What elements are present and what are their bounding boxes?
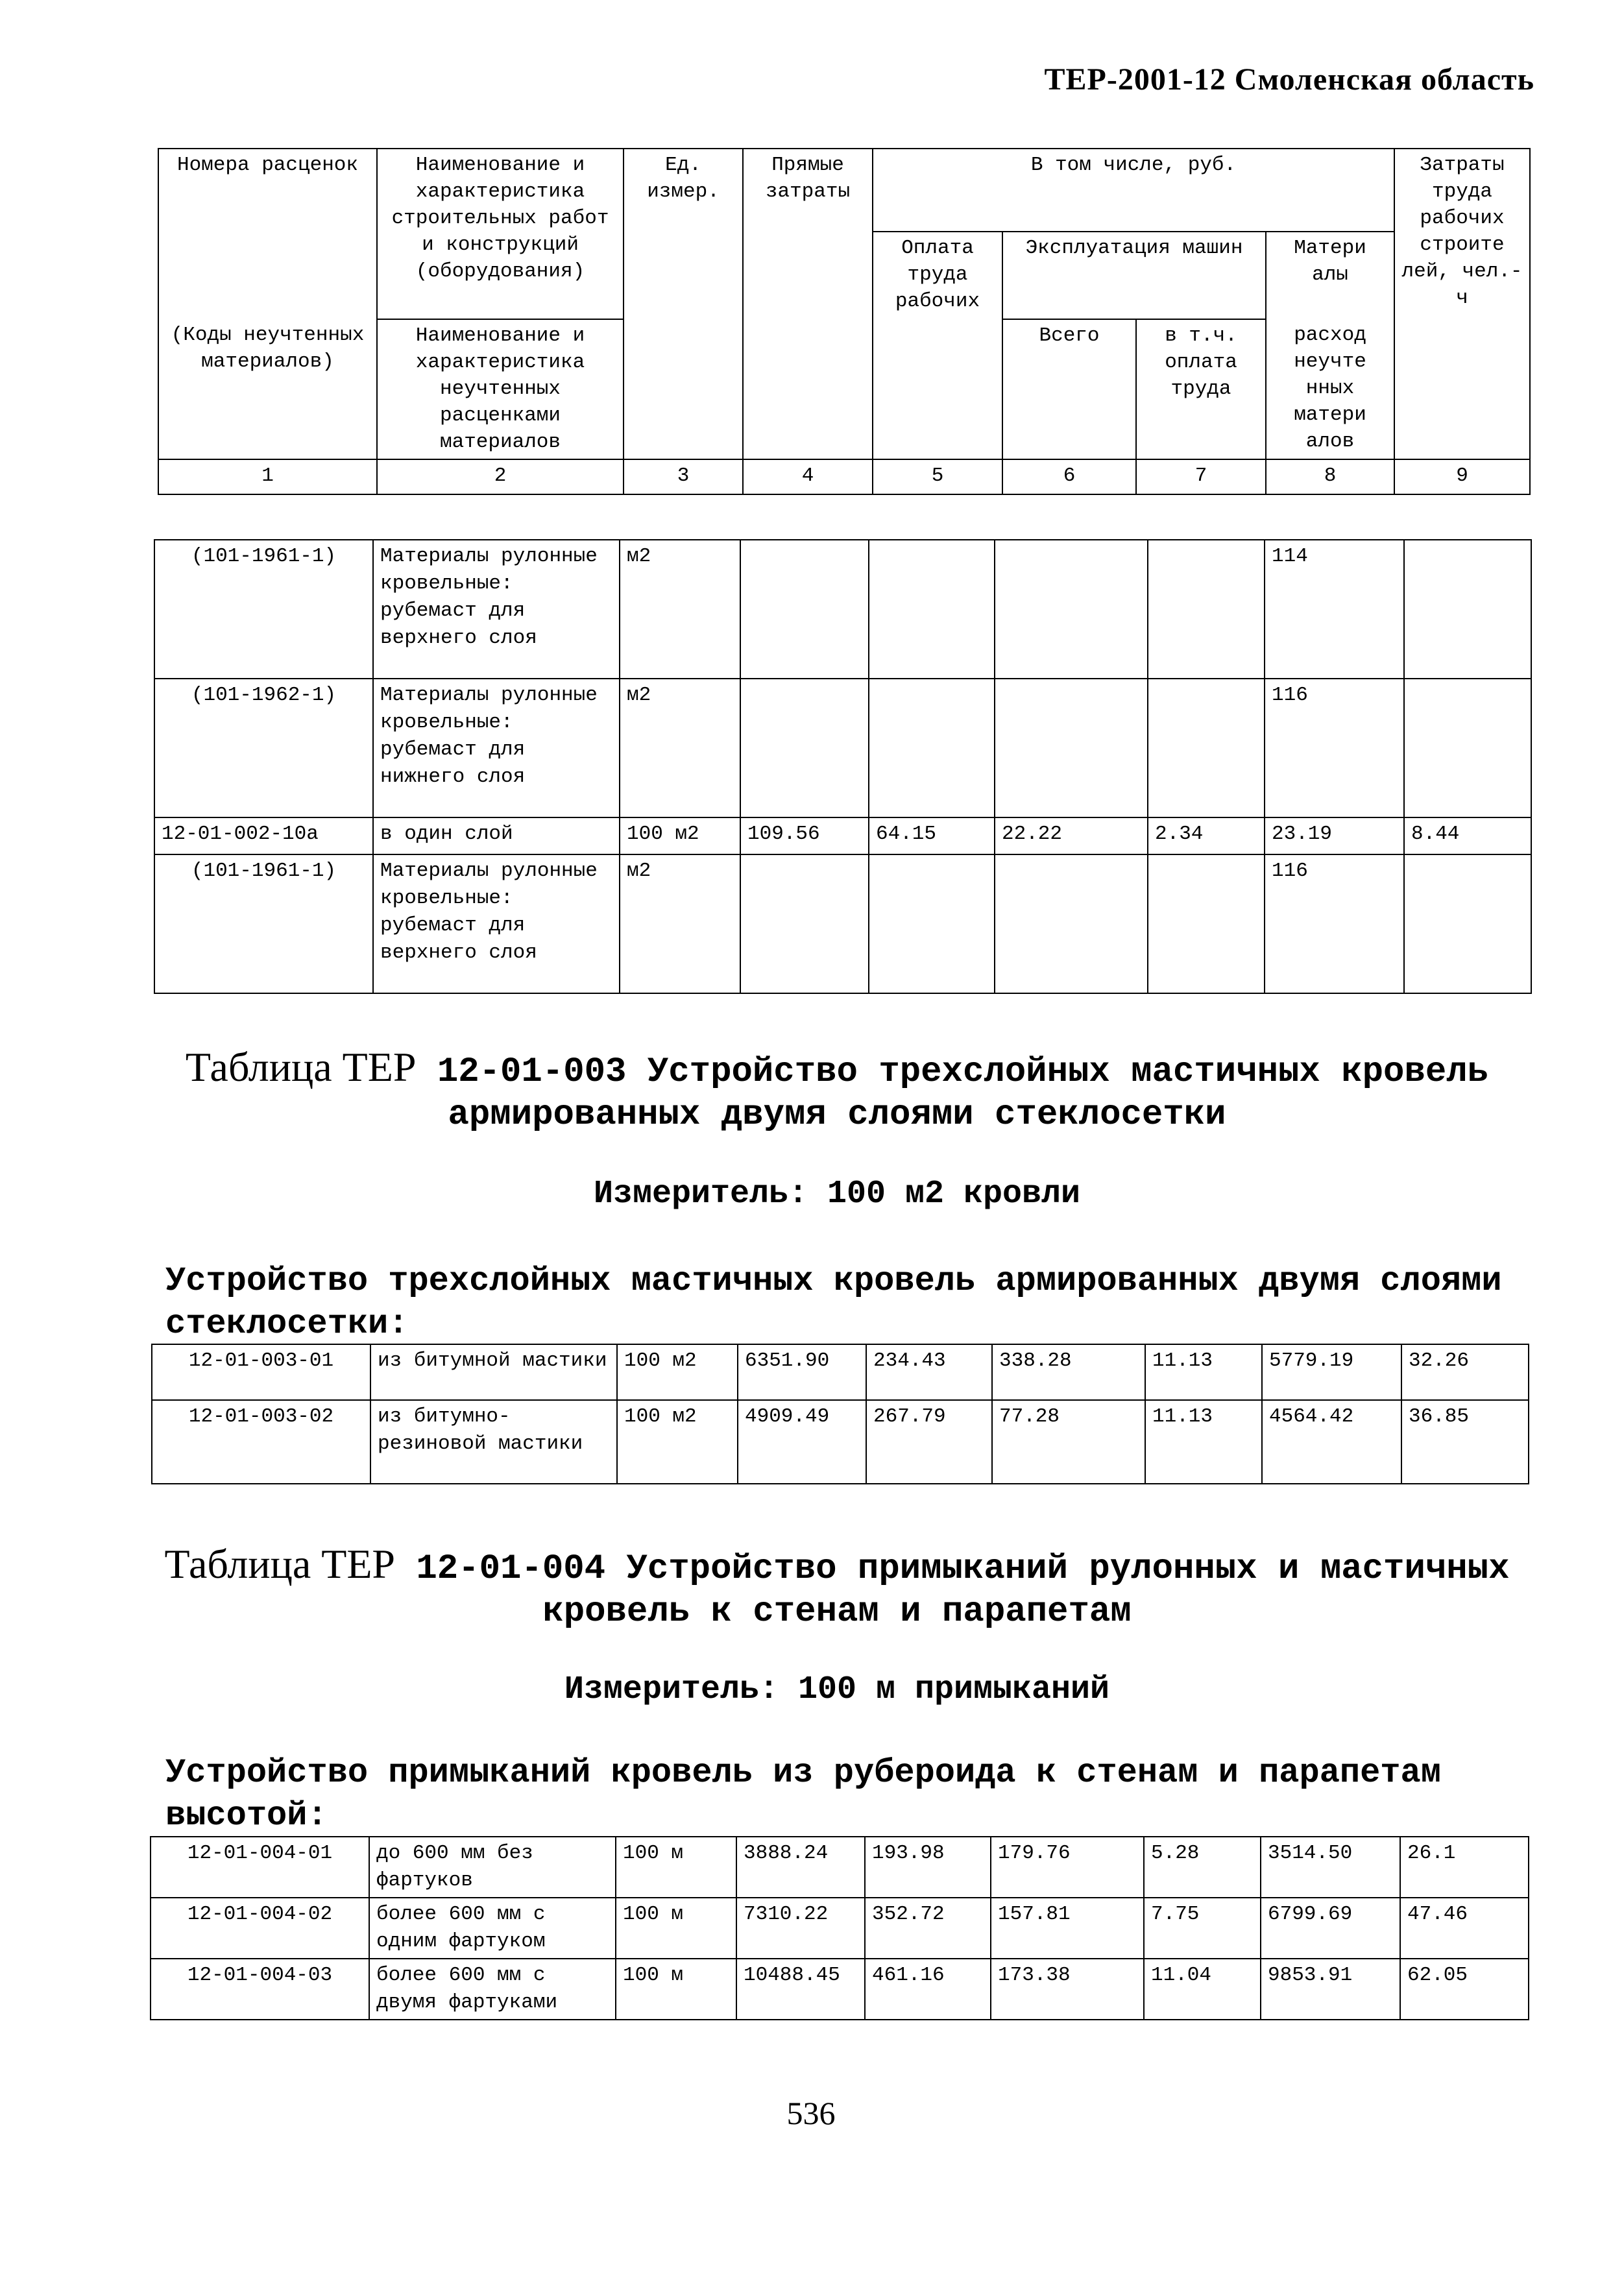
row-code: 12-01-002-10а <box>154 817 373 854</box>
row-labor <box>869 854 995 993</box>
row-materials: 4564.42 <box>1262 1400 1401 1484</box>
column-number: 6 <box>1002 459 1136 494</box>
row-name: более 600 мм с двумя фартуками <box>369 1959 616 2020</box>
row-machines: 157.81 <box>991 1898 1144 1959</box>
header-machine-exploitation: Эксплуатация машин <box>1002 232 1266 319</box>
table-row <box>151 1898 1529 1959</box>
table-row <box>154 679 1531 817</box>
column-number: 3 <box>624 459 743 494</box>
row-name: из битумно-резиновой мастики <box>370 1400 617 1484</box>
row-code: (101-1961-1) <box>154 540 373 679</box>
row-machine-labor: 11.13 <box>1145 1400 1262 1484</box>
row-unit: м2 <box>620 540 740 679</box>
row-name: до 600 мм без фартуков <box>369 1837 616 1898</box>
column-header-table <box>158 148 1531 495</box>
row-unit: м2 <box>620 679 740 817</box>
column-number: 1 <box>158 459 377 494</box>
row-code: 12-01-004-02 <box>151 1898 369 1959</box>
row-direct <box>740 679 869 817</box>
row-hours: 47.46 <box>1400 1898 1529 1959</box>
table-012-01-004 <box>150 1836 1529 2020</box>
header-including: В том числе, руб. <box>873 149 1394 232</box>
table-003-title-prefix: Таблица ТЕР <box>185 1044 417 1090</box>
row-code: 12-01-003-02 <box>152 1400 370 1484</box>
row-materials: 6799.69 <box>1261 1898 1400 1959</box>
row-name: в один слой <box>373 817 620 854</box>
row-unit: м2 <box>620 854 740 993</box>
table-row <box>154 817 1531 854</box>
row-code: 12-01-004-03 <box>151 1959 369 2020</box>
row-labor: 461.16 <box>865 1959 991 2020</box>
row-name: из битумной мастики <box>370 1344 617 1400</box>
row-hours <box>1404 679 1531 817</box>
table-row <box>154 854 1531 993</box>
row-name: Материалы рулонные кровельные: рубемаст для верхнего слоя <box>373 540 620 679</box>
row-code: 12-01-003-01 <box>152 1344 370 1400</box>
row-labor <box>869 540 995 679</box>
row-labor <box>869 679 995 817</box>
column-number: 7 <box>1136 459 1266 494</box>
row-hours: 8.44 <box>1404 817 1531 854</box>
row-labor: 234.43 <box>866 1344 992 1400</box>
table-row <box>151 1837 1529 1898</box>
row-direct: 7310.22 <box>736 1898 865 1959</box>
header-machines-total: Всего <box>1002 319 1136 459</box>
header-unaccounted-materials: расход неучте нных матери алов <box>1266 319 1394 459</box>
row-machine-labor: 11.04 <box>1144 1959 1261 2020</box>
header-codes-spacer <box>158 232 377 319</box>
header-materials: Матери алы <box>1266 232 1394 319</box>
row-code: 12-01-004-01 <box>151 1837 369 1898</box>
header-unaccounted-codes: (Коды неучтенных материалов) <box>158 319 377 459</box>
header-work-name: Наименование и характеристика строительных работ и конструкций (оборудования) <box>377 149 624 319</box>
row-materials: 3514.50 <box>1261 1837 1400 1898</box>
row-machine-labor <box>1148 854 1265 993</box>
table-004-section-heading: Устройство примыканий кровель из рубероида к стенам и парапетам высотой: <box>165 1754 1441 1835</box>
table-003-meter: Измеритель: 100 м2 кровли <box>593 1176 1081 1213</box>
row-hours: 32.26 <box>1401 1344 1529 1400</box>
row-hours: 36.85 <box>1401 1400 1529 1484</box>
row-labor: 352.72 <box>865 1898 991 1959</box>
row-name: более 600 мм с одним фартуком <box>369 1898 616 1959</box>
row-machines: 22.22 <box>995 817 1148 854</box>
table-003-title-rest: 12-01-003 Устройство трехслойных мастичных кровель армированных двумя слоями стеклосетки <box>437 1052 1489 1135</box>
row-machines <box>995 854 1148 993</box>
row-machines <box>995 679 1148 817</box>
table-row <box>154 540 1531 679</box>
header-labor-cost: Затраты труда рабочих строите лей, чел.-ч <box>1394 149 1530 459</box>
row-direct: 3888.24 <box>736 1837 865 1898</box>
header-labor-pay: Оплата труда рабочих <box>873 232 1002 459</box>
row-code: (101-1961-1) <box>154 854 373 993</box>
row-labor: 267.79 <box>866 1400 992 1484</box>
table-row <box>152 1344 1529 1400</box>
row-materials: 116 <box>1265 854 1404 993</box>
column-number: 2 <box>377 459 624 494</box>
column-number: 5 <box>873 459 1002 494</box>
header-unaccounted-name: Наименование и характеристика неучтенных расценками материалов <box>377 319 624 459</box>
row-materials: 9853.91 <box>1261 1959 1400 2020</box>
table-004-meter: Измеритель: 100 м примыканий <box>564 1671 1110 1708</box>
row-direct: 6351.90 <box>738 1344 866 1400</box>
row-hours: 26.1 <box>1400 1837 1529 1898</box>
row-machine-labor: 2.34 <box>1148 817 1265 854</box>
row-direct <box>740 854 869 993</box>
row-machine-labor: 11.13 <box>1145 1344 1262 1400</box>
row-machines <box>995 540 1148 679</box>
row-unit: 100 м2 <box>617 1344 738 1400</box>
row-code: (101-1962-1) <box>154 679 373 817</box>
row-name: Материалы рулонные кровельные: рубемаст для верхнего слоя <box>373 854 620 993</box>
row-machine-labor: 7.75 <box>1144 1898 1261 1959</box>
row-materials: 23.19 <box>1265 817 1404 854</box>
row-machine-labor <box>1148 679 1265 817</box>
row-machine-labor <box>1148 540 1265 679</box>
row-machines: 77.28 <box>992 1400 1145 1484</box>
column-number: 8 <box>1266 459 1394 494</box>
header-codes: Номера расценок <box>158 149 377 232</box>
row-name: Материалы рулонные кровельные: рубемаст для нижнего слоя <box>373 679 620 817</box>
table-004-title <box>156 1543 1518 1634</box>
row-unit: 100 м2 <box>617 1400 738 1484</box>
row-machines: 179.76 <box>991 1837 1144 1898</box>
row-hours: 62.05 <box>1400 1959 1529 2020</box>
row-machine-labor: 5.28 <box>1144 1837 1261 1898</box>
row-labor: 64.15 <box>869 817 995 854</box>
table-004-title-prefix: Таблица ТЕР <box>164 1541 395 1587</box>
table-row <box>152 1400 1529 1484</box>
row-unit: 100 м2 <box>620 817 740 854</box>
page-header-title: ТЕР-2001-12 Смоленская область <box>1044 62 1534 97</box>
row-direct: 10488.45 <box>736 1959 865 2020</box>
row-direct: 109.56 <box>740 817 869 854</box>
page-number: 536 <box>786 2095 836 2131</box>
row-hours <box>1404 854 1531 993</box>
row-materials: 5779.19 <box>1262 1344 1401 1400</box>
row-direct <box>740 540 869 679</box>
header-direct-costs: Прямые затраты <box>743 149 873 459</box>
row-labor: 193.98 <box>865 1837 991 1898</box>
table-003-title <box>156 1046 1518 1137</box>
table-row <box>151 1959 1529 2020</box>
table-003-section-heading: Устройство трехслойных мастичных кровель армированных двумя слоями стеклосетки: <box>165 1262 1502 1343</box>
row-materials: 114 <box>1265 540 1404 679</box>
header-machines-labor: в т.ч. оплата труда <box>1136 319 1266 459</box>
row-unit: 100 м <box>616 1837 736 1898</box>
column-number: 9 <box>1394 459 1530 494</box>
row-machines: 338.28 <box>992 1344 1145 1400</box>
table-004-title-rest: 12-01-004 Устройство примыканий рулонных и мастичных кровель к стенам и парапетам <box>416 1549 1510 1632</box>
table-012-01-003 <box>151 1344 1529 1484</box>
row-unit: 100 м <box>616 1898 736 1959</box>
row-materials: 116 <box>1265 679 1404 817</box>
header-unit: Ед. измер. <box>624 149 743 459</box>
table-012-01-002 <box>154 539 1532 994</box>
row-unit: 100 м <box>616 1959 736 2020</box>
row-hours <box>1404 540 1531 679</box>
row-machines: 173.38 <box>991 1959 1144 2020</box>
row-direct: 4909.49 <box>738 1400 866 1484</box>
column-number: 4 <box>743 459 873 494</box>
